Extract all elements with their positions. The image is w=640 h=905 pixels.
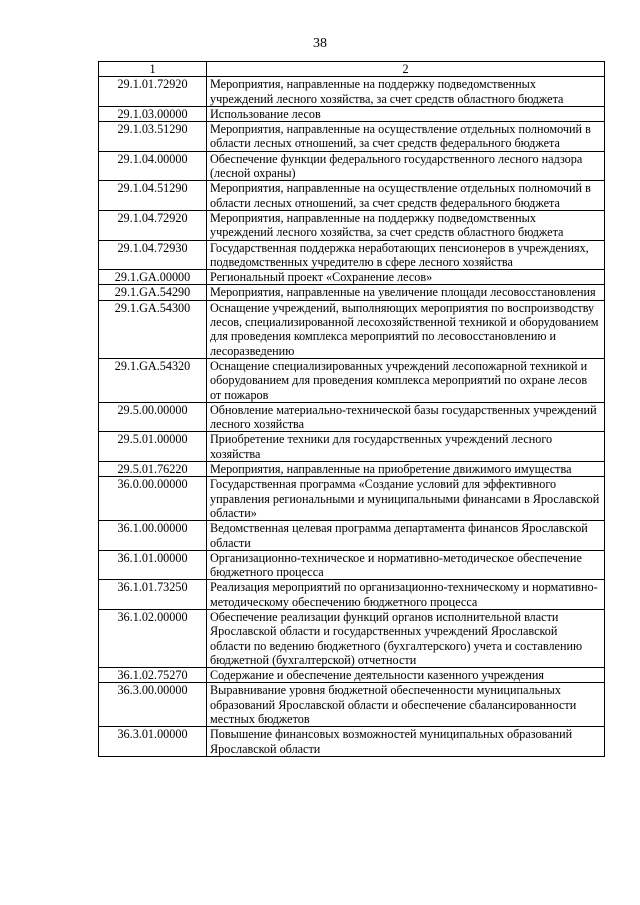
row-description: Оснащение учреждений, выполняющих мероприятия по воспроизводству лесов, специализированной лесохозяйственной техникой и оборудованием для проведения комплекса мероприятий по лесовосстановлению и лесоразведению: [207, 300, 605, 358]
row-description: Мероприятия, направленные на увеличение площади лесовосстановления: [207, 285, 605, 300]
budget-code-table: [98, 61, 605, 757]
page-number: 38: [313, 36, 327, 51]
table-row: [99, 727, 605, 757]
row-code: 29.1.04.72930: [99, 240, 207, 270]
row-description: Оснащение специализированных учреждений лесопожарной техникой и оборудованием для проведения комплекса мероприятий по охране лесов от пожаров: [207, 358, 605, 402]
row-code: 36.1.01.73250: [99, 580, 207, 610]
row-code: 29.1.04.72920: [99, 210, 207, 240]
row-description: Обеспечение функции федерального государственного лесного надзора (лесной охраны): [207, 151, 605, 181]
row-code: 36.3.01.00000: [99, 727, 207, 757]
row-description: Ведомственная целевая программа департамента финансов Ярославской области: [207, 521, 605, 551]
row-code: 36.1.02.00000: [99, 609, 207, 667]
row-code: 29.5.00.00000: [99, 402, 207, 432]
row-description: Использование лесов: [207, 106, 605, 121]
table-row: [99, 668, 605, 683]
table-row: [99, 300, 605, 358]
row-code: 36.0.00.00000: [99, 477, 207, 521]
row-description: Организационно-техническое и нормативно-методическое обеспечение бюджетного процесса: [207, 550, 605, 580]
table-row: [99, 402, 605, 432]
table-row: [99, 151, 605, 181]
row-code: 29.1.GA.00000: [99, 270, 207, 285]
row-description: Приобретение техники для государственных учреждений лесного хозяйства: [207, 432, 605, 462]
row-description: Государственная поддержка неработающих пенсионеров в учреждениях, подведомственных учредителю в сфере лесного хозяйства: [207, 240, 605, 270]
row-description: Реализация мероприятий по организационно-техническому и нормативно-методическому обеспечению бюджетного процесса: [207, 580, 605, 610]
table-row: [99, 122, 605, 152]
table-row: [99, 609, 605, 667]
table-row: [99, 240, 605, 270]
row-code: 29.1.GA.54290: [99, 285, 207, 300]
table-row: [99, 358, 605, 402]
table-row: [99, 550, 605, 580]
table-body: [99, 77, 605, 757]
row-description: Обновление материально-технической базы государственных учреждений лесного хозяйства: [207, 402, 605, 432]
row-code: 36.1.02.75270: [99, 668, 207, 683]
table-row: [99, 270, 605, 285]
row-description: Мероприятия, направленные на поддержку подведомственных учреждений лесного хозяйства, за счет средств областного бюджета: [207, 210, 605, 240]
row-description: Обеспечение реализации функций органов исполнительной власти Ярославской области и государственных учреждений Ярославской области по ведению бюджетного (бухгалтерского) учета и составлению бюджетной (бухгалтерской) отчетности: [207, 609, 605, 667]
row-code: 29.1.03.00000: [99, 106, 207, 121]
row-code: 29.1.GA.54300: [99, 300, 207, 358]
row-code: 29.1.04.00000: [99, 151, 207, 181]
table-row: [99, 477, 605, 521]
column-header-code: 1: [99, 62, 207, 77]
row-description: Мероприятия, направленные на приобретение движимого имущества: [207, 462, 605, 477]
row-description: Мероприятия, направленные на осуществление отдельных полномочий в области лесных отношений, за счет средств федерального бюджета: [207, 181, 605, 211]
row-description: Мероприятия, направленные на осуществление отдельных полномочий в области лесных отношений, за счет средств федерального бюджета: [207, 122, 605, 152]
table-row: [99, 580, 605, 610]
row-description: Региональный проект «Сохранение лесов»: [207, 270, 605, 285]
table-row: [99, 181, 605, 211]
row-code: 29.1.03.51290: [99, 122, 207, 152]
row-description: Содержание и обеспечение деятельности казенного учреждения: [207, 668, 605, 683]
table-header-row: [99, 62, 605, 77]
table-row: [99, 683, 605, 727]
row-description: Мероприятия, направленные на поддержку подведомственных учреждений лесного хозяйства, за счет средств областного бюджета: [207, 77, 605, 107]
row-code: 36.3.00.00000: [99, 683, 207, 727]
row-description: Выравнивание уровня бюджетной обеспеченности муниципальных образований Ярославской области и обеспечение сбалансированности местных бюджетов: [207, 683, 605, 727]
table-row: [99, 106, 605, 121]
row-code: 29.1.GA.54320: [99, 358, 207, 402]
row-code: 36.1.01.00000: [99, 550, 207, 580]
row-code: 29.5.01.76220: [99, 462, 207, 477]
row-description: Повышение финансовых возможностей муниципальных образований Ярославской области: [207, 727, 605, 757]
table-row: [99, 210, 605, 240]
table-row: [99, 77, 605, 107]
row-description: Государственная программа «Создание условий для эффективного управления региональными и муниципальными финансами в Ярославской области»: [207, 477, 605, 521]
row-code: 36.1.00.00000: [99, 521, 207, 551]
table-row: [99, 462, 605, 477]
row-code: 29.5.01.00000: [99, 432, 207, 462]
row-code: 29.1.01.72920: [99, 77, 207, 107]
table-row: [99, 432, 605, 462]
column-header-description: 2: [207, 62, 605, 77]
table-row: [99, 521, 605, 551]
row-code: 29.1.04.51290: [99, 181, 207, 211]
table-row: [99, 285, 605, 300]
